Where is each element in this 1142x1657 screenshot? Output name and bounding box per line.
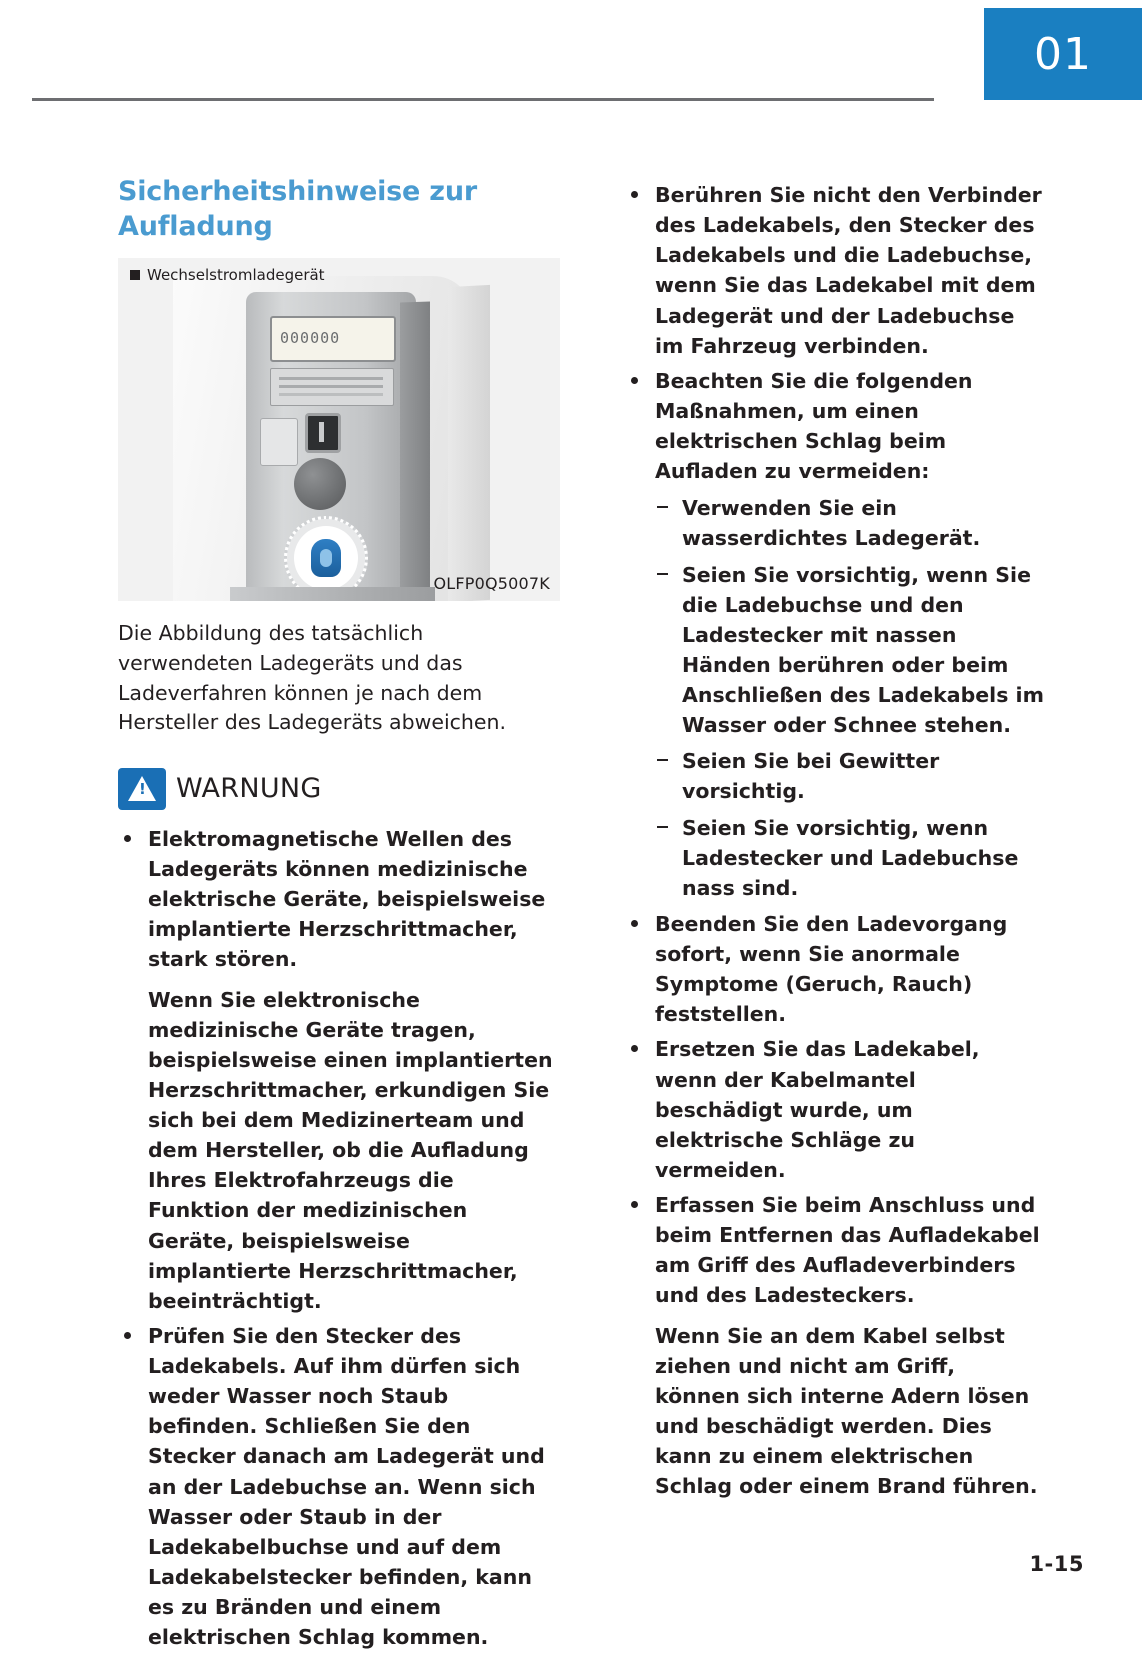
figure-caption-label: Wechselstromladegerät (147, 266, 325, 285)
bullet-dot-icon (124, 1332, 131, 1339)
charger-info-label (270, 368, 394, 406)
dash-bullet-icon (657, 573, 668, 575)
right-column (625, 180, 1045, 1506)
warning-heading (118, 768, 560, 810)
sub-list (655, 493, 1045, 903)
charger-card-slot (305, 413, 341, 453)
warning-list-continued (625, 180, 1045, 1501)
list-item-continuation: Wenn Sie elektronische medizinische Geräte tragen, beispielsweise einen implantierten Herzschrittmacher, erkundigen Sie sich bei dem Medizinerteam und dem Hersteller, ob die Aufladung Ihres Elektrofahrzeugs die Funktion der medizinischen Geräte, beispielsweise implantierte Herzschrittmacher, beeinträchtigt. (148, 987, 553, 1313)
bullet-dot-icon (631, 920, 638, 927)
list-item-text: Ersetzen Sie das Ladekabel, wenn der Kabelmantel beschädigt wurde, um elektrische Schläge zu vermeiden. (655, 1037, 980, 1182)
dash-bullet-icon (657, 506, 668, 508)
page-number: 1-15 (1029, 1552, 1084, 1576)
sub-list-item-text: Seien Sie vorsichtig, wenn Ladestecker und Ladebuchse nass sind. (682, 815, 1019, 900)
charger-plug-icon (311, 539, 341, 577)
warning-label: WARNUNG (176, 773, 322, 805)
square-bullet-icon (130, 270, 140, 280)
warning-list (118, 824, 560, 1652)
list-item (625, 1034, 1045, 1185)
intro-paragraph: Die Abbildung des tatsächlich verwendeten Ladegeräts und das Ladeverfahren können je nach dem Hersteller des Ladegeräts abweichen. (118, 621, 507, 735)
list-item-continuation: Wenn Sie an dem Kabel selbst ziehen und nicht am Griff, können sich interne Adern lösen und beschädigt werden. Dies kann zu einem elektrischen Schlag oder einem Brand führen. (655, 1323, 1038, 1499)
list-item-text: Beenden Sie den Ladevorgang sofort, wenn Sie anormale Symptome (Geruch, Rauch) feststellen. (655, 911, 1008, 1027)
charger-knob (294, 458, 346, 510)
list-item (625, 909, 1045, 1030)
sub-list-item-text: Verwenden Sie ein wasserdichtes Ladegerät. (682, 496, 981, 551)
warning-triangle-icon (128, 776, 156, 801)
sub-list-item (655, 813, 1045, 903)
bullet-dot-icon (631, 1201, 638, 1208)
list-item-text: Berühren Sie nicht den Verbinder des Ladekabels, den Stecker des Ladekabels und die Ladebuchse, wenn Sie das Ladekabel mit dem Ladegerät und der Ladebuchse im Fahrzeug verbinden. (655, 183, 1042, 358)
list-item-text: Beachten Sie die folgenden Maßnahmen, um einen elektrischen Schlag beim Aufladen zu vermeiden: (655, 368, 973, 484)
charger-display (270, 316, 396, 362)
dash-bullet-icon (657, 759, 668, 761)
figure-caption (130, 266, 325, 284)
list-item-text: Prüfen Sie den Stecker des Ladekabels. Auf ihm dürfen sich weder Wasser noch Staub befinden. Schließen Sie den Stecker danach am Ladegerät und an der Ladebuchse an. Wenn sich Wasser oder Staub in der Ladekabelbuchse und auf dem Ladekabelstecker befinden, kann es zu Bränden und einem elektrischen Schlag kommen. (148, 1323, 545, 1650)
chapter-number: 01 (1034, 28, 1092, 80)
warning-icon (118, 768, 166, 810)
illustration-wall-edge (448, 285, 490, 601)
list-item (625, 180, 1045, 361)
sub-list-item (655, 493, 1045, 553)
sub-list-item-text: Seien Sie vorsichtig, wenn Sie die Ladebuchse und den Ladestecker mit nassen Händen berühren oder beim Anschließen des Ladekabels im Wasser oder Schnee stehen. (682, 562, 1044, 738)
bullet-dot-icon (631, 377, 638, 384)
bullet-dot-icon (124, 835, 131, 842)
sub-list-item (655, 560, 1045, 741)
dash-bullet-icon (657, 826, 668, 828)
chapter-tab (984, 8, 1142, 100)
bullet-dot-icon (631, 1045, 638, 1052)
list-item (625, 1190, 1045, 1501)
left-column (118, 175, 560, 1657)
list-item (118, 824, 560, 1316)
charger-display-digits: 000000 (280, 329, 341, 348)
illustration-charger-side (400, 302, 430, 602)
list-item-text: Elektromagnetische Wellen des Ladegeräts können medizinische elektrische Geräte, beispielsweise implantierte Herzschrittmacher, stark stören. (148, 826, 546, 972)
illustration-base (230, 587, 435, 601)
figure-code: OLFP0Q5007K (433, 574, 550, 594)
list-item (118, 1321, 560, 1652)
charger-illustration (118, 258, 560, 601)
sub-list-item-text: Seien Sie bei Gewitter vorsichtig. (682, 749, 940, 804)
page-title: Sicherheitshinweise zur Aufladung (118, 176, 477, 242)
charger-card-reader (260, 418, 298, 466)
list-item (625, 366, 1045, 903)
list-item-text: Erfassen Sie beim Anschluss und beim Entfernen das Aufladekabel am Griff des Aufladeverbinders und des Ladesteckers. (655, 1193, 1040, 1308)
bullet-dot-icon (631, 191, 638, 198)
sub-list-item (655, 746, 1045, 806)
header-divider (32, 98, 934, 101)
